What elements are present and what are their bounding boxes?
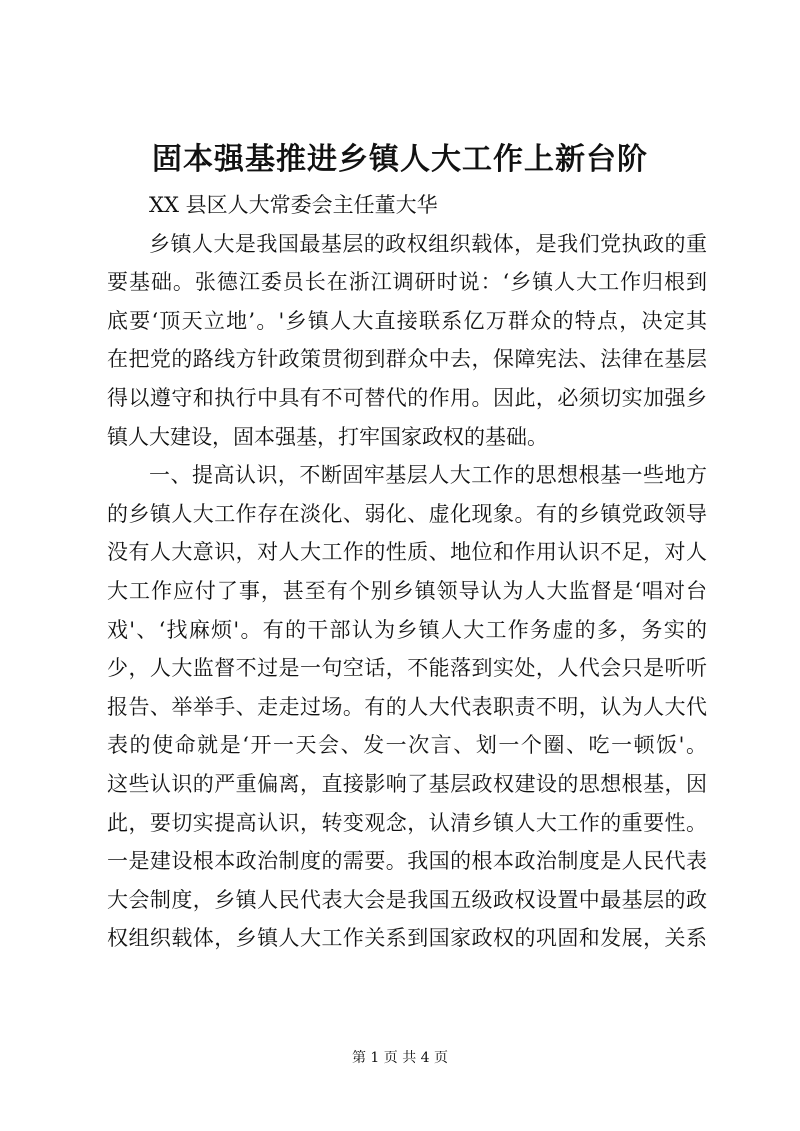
page-footer: 第 1 页 共 4 页 [351,1050,449,1066]
document-body [107,186,707,958]
text-line: 表的使命就是‘开一天会、发一次言、划一个圈、吃一顿饭'。 [107,733,707,758]
text-line: 镇人大建设，固本强基，打牢国家政权的基础。 [107,424,548,449]
page-title: 固本强基推进乡镇人大工作上新台阶 [152,142,648,177]
text-line: 一是建设根本政治制度的需要。我国的根本政治制度是人民代表 [107,849,707,874]
text-line: 在把党的路线方针政策贯彻到群众中去，保障宪法、法律在基层 [107,347,707,372]
text-line: 大工作应付了事，甚至有个别乡镇领导认为人大监督是‘唱对台 [107,578,707,603]
text-line: 权组织载体，乡镇人大工作关系到国家政权的巩固和发展，关系 [107,926,707,951]
text-line: 得以遵守和执行中具有不可替代的作用。因此，必须切实加强乡 [107,385,707,410]
text-line: 的乡镇人大工作存在淡化、弱化、虚化现象。有的乡镇党政领导 [107,501,707,526]
text-line: 一、提高认识，不断固牢基层人大工作的思想根基一些地方 [149,463,707,488]
text-line: 这些认识的严重偏离，直接影响了基层政权建设的思想根基，因 [107,771,707,796]
text-line: 大会制度，乡镇人民代表大会是我国五级政权设置中最基层的政 [107,887,707,912]
text-line: XX 县区人大常委会主任董大华 [149,193,438,217]
text-line: 报告、举举手、走走过场。有的人大代表职责不明，认为人大代 [107,694,707,719]
text-line: 底要‘顶天立地’。'乡镇人大直接联系亿万群众的特点，决定其 [107,308,707,333]
text-line: 少，人大监督不过是一句空话，不能落到实处，人代会只是听听 [107,656,707,681]
text-line: 此，要切实提高认识，转变观念，认清乡镇人大工作的重要性。 [107,810,707,835]
text-line: 乡镇人大是我国最基层的政权组织载体，是我们党执政的重 [149,231,707,256]
text-line: 戏'、‘找麻烦'。有的干部认为乡镇人大工作务虚的多，务实的 [107,617,707,642]
text-line: 没有人大意识，对人大工作的性质、地位和作用认识不足，对人 [107,540,707,565]
text-line: 要基础。张德江委员长在浙江调研时说：‘乡镇人大工作归根到 [107,270,707,295]
